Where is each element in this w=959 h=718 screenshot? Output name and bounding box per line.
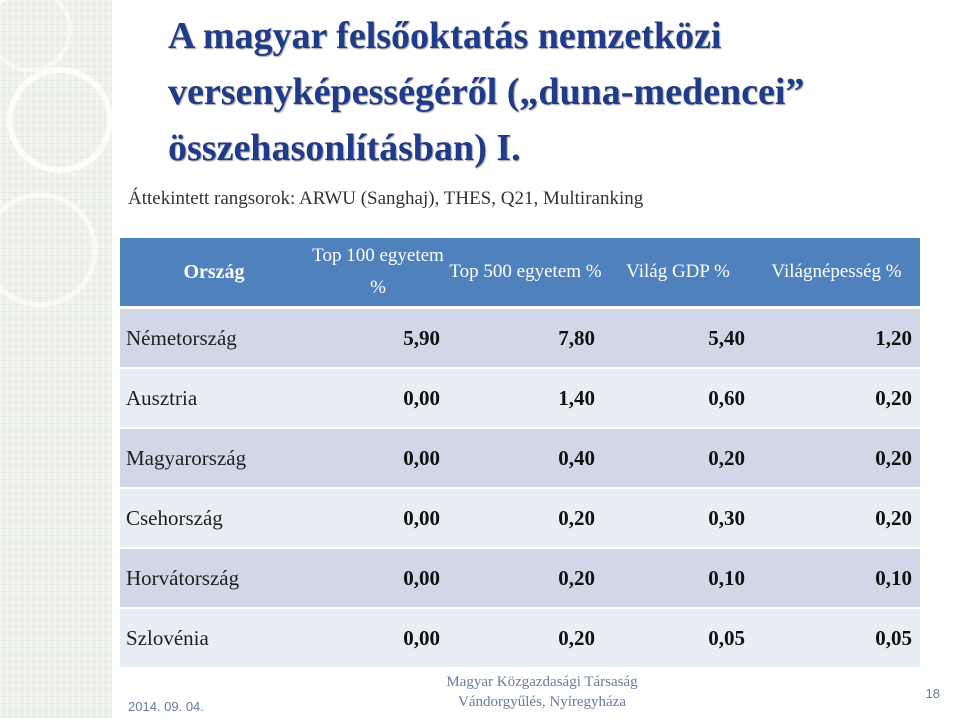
- population-cell: 0,10: [753, 549, 920, 609]
- slide-title: A magyar felsőoktatás nemzetközi versenyképességéről („duna-medencei” összehasonlításban) I.: [168, 15, 805, 169]
- country-cell: Magyarország: [120, 429, 308, 489]
- top500-cell: 0,20: [448, 549, 603, 609]
- footer-org-line1: Magyar Közgazdasági Társaság: [446, 674, 638, 690]
- gdp-cell: 0,10: [603, 549, 753, 609]
- table-header-row: [120, 238, 920, 309]
- top500-cell: 0,40: [448, 429, 603, 489]
- country-cell: Ausztria: [120, 369, 308, 429]
- top100-cell: 0,00: [308, 429, 448, 489]
- top100-cell: 0,00: [308, 549, 448, 609]
- page-number: 18: [925, 686, 940, 701]
- slide-subtitle: Áttekintett rangsorok: ARWU (Sanghaj), THES, Q21, Multiranking: [128, 188, 644, 209]
- header-country: Ország: [120, 238, 308, 309]
- top100-cell: 0,00: [308, 369, 448, 429]
- gdp-cell: 0,20: [603, 429, 753, 489]
- population-cell: 0,20: [753, 369, 920, 429]
- footer-org-line2: Vándorgyűlés, Nyíregyháza: [457, 694, 626, 710]
- footer-organization: [432, 672, 652, 712]
- table-row: [120, 369, 920, 429]
- top500-cell: 0,20: [448, 609, 603, 669]
- table-row: [120, 609, 920, 669]
- population-cell: 0,20: [753, 429, 920, 489]
- decorative-circles: [0, 0, 112, 718]
- top100-cell: 5,90: [308, 309, 448, 369]
- gdp-cell: 5,40: [603, 309, 753, 369]
- footer-date: 2014. 09. 04.: [128, 699, 204, 714]
- comparison-table: [120, 238, 920, 669]
- country-cell: Németország: [120, 309, 308, 369]
- top500-cell: 1,40: [448, 369, 603, 429]
- header-top100: Top 100 egyetem %: [308, 238, 448, 309]
- table-row: [120, 309, 920, 369]
- table-row: [120, 489, 920, 549]
- table-row: [120, 429, 920, 489]
- population-cell: 0,05: [753, 609, 920, 669]
- gdp-cell: 0,30: [603, 489, 753, 549]
- top100-cell: 0,00: [308, 489, 448, 549]
- top500-cell: 7,80: [448, 309, 603, 369]
- country-cell: Horvátország: [120, 549, 308, 609]
- top100-cell: 0,00: [308, 609, 448, 669]
- country-cell: Szlovénia: [120, 609, 308, 669]
- population-cell: 1,20: [753, 309, 920, 369]
- top500-cell: 0,20: [448, 489, 603, 549]
- header-population: Világnépesség %: [753, 238, 920, 309]
- gdp-cell: 0,60: [603, 369, 753, 429]
- header-top500: Top 500 egyetem %: [448, 238, 603, 309]
- header-gdp: Világ GDP %: [603, 238, 753, 309]
- gdp-cell: 0,05: [603, 609, 753, 669]
- population-cell: 0,20: [753, 489, 920, 549]
- table-row: [120, 549, 920, 609]
- country-cell: Csehország: [120, 489, 308, 549]
- decorative-side-panel: [0, 0, 112, 718]
